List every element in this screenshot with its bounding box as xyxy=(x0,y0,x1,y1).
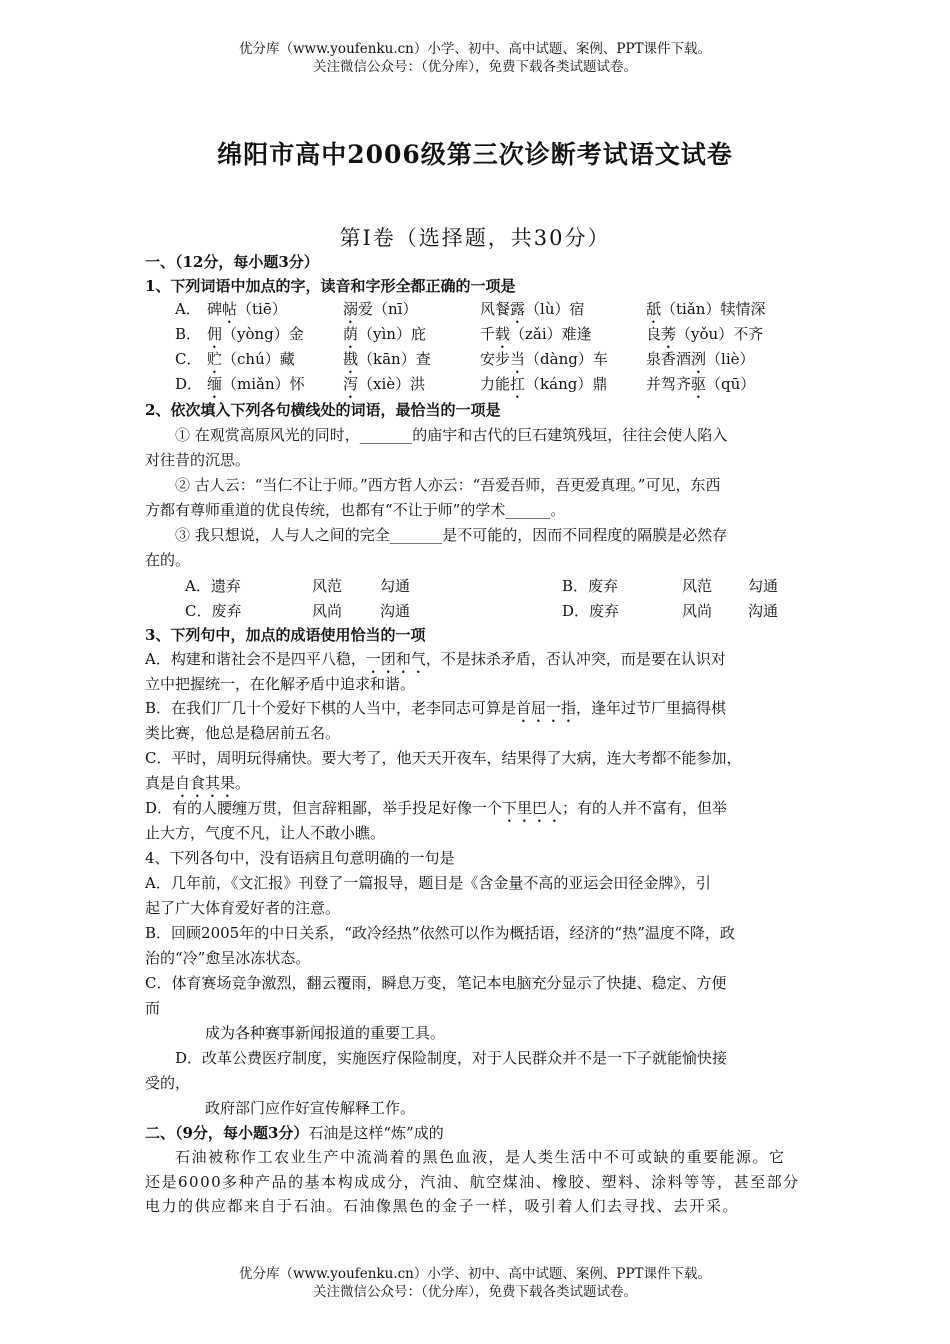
section1-heading: 一、（12分，每小题3分） xyxy=(145,253,319,271)
q1-stem: 1、下列词语中加点的字，读音和字形全都正确的一项是 xyxy=(145,277,516,295)
dotted-idiom: 下里巴人 xyxy=(502,799,563,817)
q1-word: 并驾齐驱（qū） xyxy=(646,375,756,393)
q1-word: 碑帖（tiē） xyxy=(207,300,287,318)
q2-option-word: 风尚 xyxy=(312,602,343,620)
q2-option-word: 风范 xyxy=(682,577,713,595)
q1-word: 千载（zǎi）难逢 xyxy=(480,325,592,343)
q4-option-d-cont2: 政府部门应作好宣传解释工作。 xyxy=(205,1099,416,1117)
q3-option-a: A．构建和谐社会不是四平八稳，一团和气，不是抹杀矛盾，否认冲突，而是要在认识对 xyxy=(145,650,726,668)
q2-option-word: 风尚 xyxy=(682,602,713,620)
q2-sentence-3-cont: 在的。 xyxy=(145,551,191,569)
q1-word: 力能扛（káng）鼎 xyxy=(480,375,608,393)
q3-option-c: C．平时，周明玩得痛快。要大考了，他天天开夜车，结果得了大病，连大考都不能参加， xyxy=(145,749,742,767)
dotted-idiom: 自食其果 xyxy=(175,774,236,792)
q4-option-c-cont: 而 xyxy=(145,999,161,1017)
passage-line-1: 石油被称作工农业生产中流淌着的黑色血液，是人类生活中不可或缺的重要能源。它 xyxy=(175,1148,786,1166)
q4-option-d: D．改革公费医疗制度，实施医疗保险制度，对于人民群众并不是一下子就能愉快接 xyxy=(175,1049,728,1067)
dotted-char: 露 xyxy=(510,300,526,318)
section2-heading-line xyxy=(145,1122,815,1144)
dotted-char: 当 xyxy=(510,350,526,368)
dotted-char: 载 xyxy=(495,325,511,343)
page-title: 绵阳市高中2006级第三次诊断考试语文试卷 xyxy=(217,140,733,169)
passage-line-3: 电力的供应都来自于石油。石油像黑色的金子一样，吸引着人们去寻找、去开采。 xyxy=(145,1197,740,1215)
q1-word: 佣（yòng）金 xyxy=(207,325,304,343)
q1-word: 荫（yìn）庇 xyxy=(343,325,426,343)
q2-sentence-1: ① 在观赏高原风光的同时，_______的庙宇和古代的巨石建筑残垣，往往会使人陷入 xyxy=(175,426,728,444)
q1-option-label: B． xyxy=(175,325,202,343)
q1-option-label: A． xyxy=(175,300,201,318)
q2-sentence-1-cont: 对往昔的沉思。 xyxy=(145,451,251,469)
section2-heading: 二、（9分，每小题3分） xyxy=(145,1124,309,1142)
part-subtitle: 第Ⅰ卷（选择题，共30分） xyxy=(339,226,611,250)
q3-option-d: D．有的人腰缠万贯，但言辞粗鄙，举手投足好像一个下里巴人；有的人并不富有，但举 xyxy=(145,799,728,817)
footer-line-1: 优分库（www.youfenku.cn）小学、初中、高中试题、案例、PPT课件下载。 xyxy=(238,1266,712,1282)
q4-option-d-cont: 受的， xyxy=(145,1074,191,1092)
q1-word: 戡（kān）查 xyxy=(343,350,431,368)
q2-sentence-2-cont: 方都有尊师重道的优良传统，也都有“不让于师”的学术______。 xyxy=(145,501,566,519)
footer-line-2: 关注微信公众号：（优分库），免费下载各类试题试卷。 xyxy=(313,1284,637,1300)
q2-option-word: C．废弃 xyxy=(185,602,242,620)
dotted-char: 贮 xyxy=(207,350,223,368)
dotted-char: 莠 xyxy=(661,325,677,343)
q1-word: 泉香酒洌（liè） xyxy=(646,350,755,368)
q1-word: 舐（tiǎn）犊情深 xyxy=(646,300,766,318)
dotted-char: 溺 xyxy=(343,300,359,318)
dotted-char: 泻 xyxy=(343,375,359,393)
dotted-char: 扛 xyxy=(510,375,526,393)
q3-option-b: B．在我们厂几十个爱好下棋的人当中，老李同志可算是首屈一指，逢年过节厂里搞得棋 xyxy=(145,699,727,717)
dotted-char: 驱 xyxy=(691,375,707,393)
q2-option-word: 沟通 xyxy=(748,602,779,620)
q2-sentence-3: ③ 我只想说，人与人之间的完全_______是不可能的，因而不同程度的隔膜是必然存 xyxy=(175,526,728,544)
dotted-char: 佣 xyxy=(207,325,223,343)
q4-option-c: C．体育赛场竞争激烈，翻云覆雨，瞬息万变，笔记本电脑充分显示了快捷、稳定、方便 xyxy=(145,974,727,992)
passage-title: 石油是这样“炼”成的 xyxy=(308,1124,444,1142)
dotted-idiom: 一团和气 xyxy=(365,650,426,668)
q1-option-label: D． xyxy=(175,375,203,393)
q4-option-b-cont: 治的“冷”愈呈冰冻状态。 xyxy=(145,949,311,967)
q2-option-word: 风范 xyxy=(312,577,343,595)
header-line-2: 关注微信公众号：（优分库），免费下载各类试题试卷。 xyxy=(313,59,637,75)
q2-stem: 2、依次填入下列各句横线处的词语，最恰当的一项是 xyxy=(145,401,501,419)
q3-option-a-cont: 立中把握统一，在化解矛盾中追求和谐。 xyxy=(145,675,416,693)
passage-line-2: 还是6000多种产品的基本构成成分，汽油、航空煤油、橡胶、塑料、涂料等等，甚至部分 xyxy=(145,1173,800,1191)
q1-word: 溺爱（nī） xyxy=(343,300,418,318)
q1-word: 安步当（dàng）车 xyxy=(480,350,608,368)
dotted-idiom: 首屈一指 xyxy=(516,699,577,717)
q1-word: 良莠（yǒu）不齐 xyxy=(646,325,764,343)
q1-word: 风餐露（lù）宿 xyxy=(480,300,585,318)
q3-option-b-cont: 类比赛，他总是稳居前五名。 xyxy=(145,724,341,742)
q2-sentence-2: ② 古人云：“当仁不让于师。”西方哲人亦云：“吾爱吾师，吾更爱真理。”可见，东西 xyxy=(175,476,721,494)
dotted-char: 缅 xyxy=(207,375,223,393)
q4-option-b: B．回顾2005年的中日关系，“政冷经热”依然可以作为概括语，经济的“热”温度不降，政 xyxy=(145,924,735,942)
dotted-char: 戡 xyxy=(343,350,359,368)
q2-option-word: A．遗弃 xyxy=(185,577,241,595)
q2-option-word: 勾通 xyxy=(748,577,779,595)
q4-stem: 4、下列各句中，没有语病且句意明确的一句是 xyxy=(145,849,455,867)
q1-word: 泻（xiè）洪 xyxy=(343,375,426,393)
q1-word: 缅（miǎn）怀 xyxy=(207,375,305,393)
q4-option-a-cont: 起了广大体育爱好者的注意。 xyxy=(145,899,341,917)
dotted-char: 荫 xyxy=(343,325,359,343)
q3-option-c-cont: 真是自食其果。 xyxy=(145,774,251,792)
q3-option-d-cont: 止大方，气度不凡，让人不敢小瞧。 xyxy=(145,824,386,842)
q4-option-c-cont2: 成为各种赛事新闻报道的重要工具。 xyxy=(205,1024,446,1042)
q1-option-label: C． xyxy=(175,350,202,368)
q1-word: 贮（chú）藏 xyxy=(207,350,295,368)
dotted-char: 帖 xyxy=(222,300,238,318)
q2-option-word: 沟通 xyxy=(380,602,411,620)
q2-option-word: D．废弃 xyxy=(562,602,620,620)
dotted-char: 洌 xyxy=(691,350,707,368)
dotted-char: 舐 xyxy=(646,300,662,318)
header-line-1: 优分库（www.youfenku.cn）小学、初中、高中试题、案例、PPT课件下载。 xyxy=(238,41,712,57)
q2-option-word: B．废弃 xyxy=(562,577,619,595)
q2-option-word: 勾通 xyxy=(380,577,411,595)
q3-stem: 3、下列句中，加点的成语使用恰当的一项 xyxy=(145,626,426,644)
q4-option-a: A．几年前，《文汇报》刊登了一篇报导，题目是《含金量不高的亚运会田径金牌》，引 xyxy=(145,874,711,892)
